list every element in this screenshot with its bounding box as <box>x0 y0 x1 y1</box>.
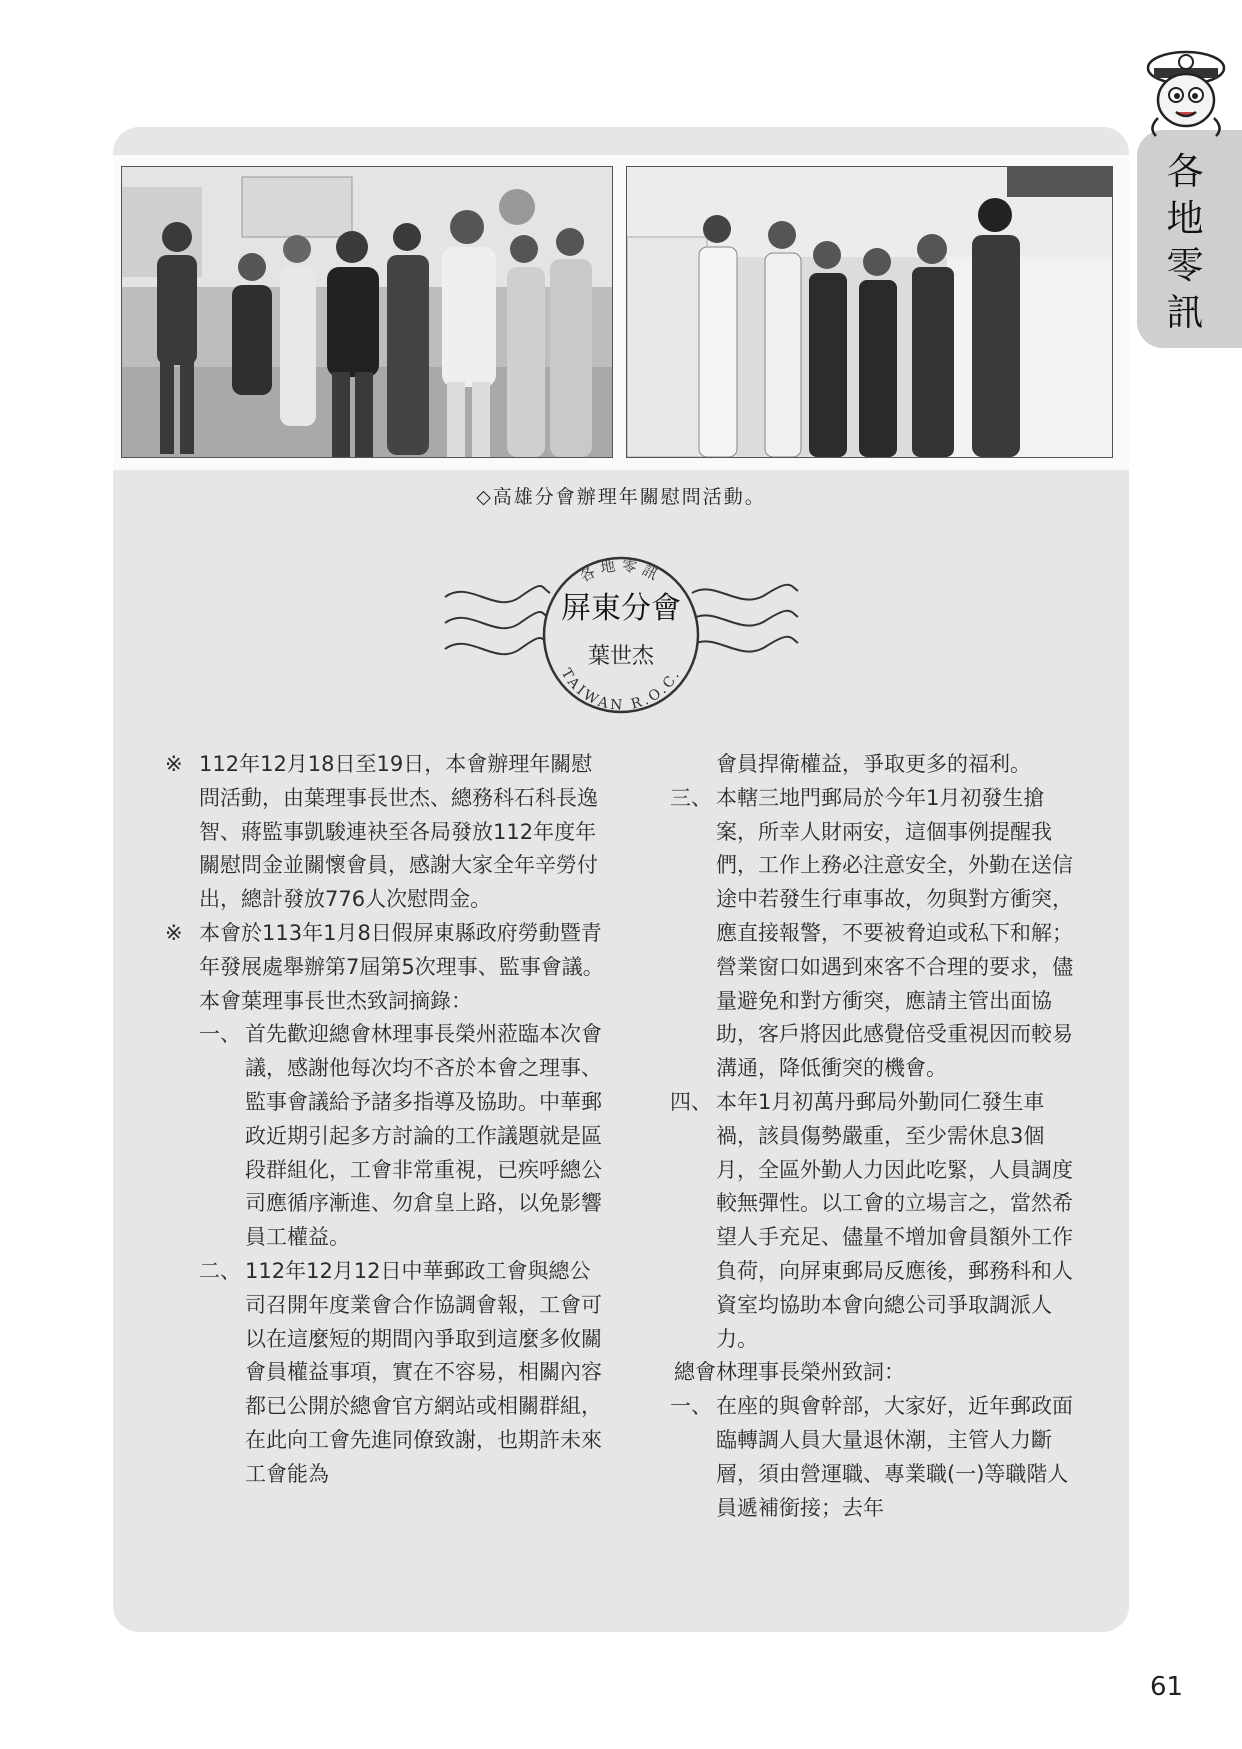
reference-mark: ※ <box>165 920 183 945</box>
speech-point-2 <box>165 1255 610 1492</box>
speech-intro: 本會葉理事長世杰致詞摘錄： <box>199 988 472 1013</box>
postmark-stamp <box>440 545 802 720</box>
section-tab-title: 各地零訊 <box>1166 150 1204 334</box>
point-marker: 一、 <box>670 1394 712 1419</box>
speech-point-5-text: 在座的與會幹部，大家好，近年郵政面臨轉調人員大量退休潮，主管人力斷層，須由營運職、專業職(一)等職階人員遞補銜接；去年 <box>716 1394 1073 1520</box>
point-marker: 三、 <box>670 785 712 810</box>
point-marker: 一、 <box>199 1022 241 1047</box>
speech-point-5 <box>670 1390 1073 1525</box>
speech-point-2-text: 112年12月12日中華郵政工會與總公司召開年度業會合作協調會報，工會可以在這麼短的期間內爭取到這麼多攸關會員權益事項，實在不容易，相關內容都已公開於總會官方網站或相關群組，在此向工會先進同僚致謝，也期許未來工會能為 <box>245 1258 602 1486</box>
stamp-top-arc: 各地零訊 <box>576 556 666 586</box>
speech-point-1-text: 首先歡迎總會林理事長榮州蒞臨本次會議，感謝他每次均不吝於本會之理事、監事會議給予諸多指導及協助。中華郵政近期引起多方討論的工作議題就是區段群組化，工會非常重視，已疾呼總公司應循序漸進、勿倉皇上路，以免影響員工權益。 <box>245 1022 602 1250</box>
page-number: 61 <box>1150 1672 1184 1702</box>
article-right-column <box>670 748 1073 1525</box>
speech-point-3-text: 本轄三地門郵局於今年1月初發生搶案，所幸人財兩安，這個事例提醒我們，工作上務必注意安全，外勤在送信途中若發生行車事故，勿與對方衝突，應直接報警，不要被脅迫或私下和解；營業窗口如遇到來客不合理的要求，儘量避免和對方衝突，應請主管出面協助，客戶將因此感覺倍受重視因而較易溝通，降低衝突的機會。 <box>716 785 1073 1081</box>
speech-point-4-text: 本年1月初萬丹郵局外勤同仁發生車禍，該員傷勢嚴重，至少需休息3個月，全區外勤人力因此吃緊，人員調度較無彈性。以工會的立場言之，當然希望人手充足、儘量不增加會員額外工作負荷，向屏東郵局反應後，郵務科和人資室均協助本會向總公司爭取調派人力。 <box>716 1089 1073 1351</box>
article-left-column <box>165 748 610 1492</box>
point-marker: 四、 <box>670 1089 712 1114</box>
note-item-1-text: 112年12月18日至19日，本會辦理年關慰問活動，由葉理事長世杰、總務科石科長逸智、蔣監事凱駿連袂至各局發放112年度年關慰問金並關懷會員，感謝大家全年辛勞付出，總計發放776人次慰問金。 <box>199 752 598 912</box>
reference-mark: ※ <box>165 752 183 776</box>
speech-point-4 <box>670 1086 1073 1356</box>
speech-point-1 <box>165 1018 610 1255</box>
note-item-2-text: 本會於113年1月8日假屏東縣政府勞動暨青年發展處舉辦第7屆第5次理事、監事會議。 <box>199 920 604 979</box>
note-item-1 <box>165 748 610 917</box>
point-marker: 二、 <box>199 1258 241 1283</box>
speech-intro-2: 總會林理事長榮州致詞： <box>674 1360 905 1385</box>
note-item-2 <box>165 917 610 985</box>
stamp-bottom-arc: TAIWAN R.O.C. <box>557 665 685 714</box>
photo-caption: ◇高雄分會辦理年關慰問活動。 <box>476 486 766 508</box>
mascot-illustration <box>1136 40 1236 140</box>
group-photo-left <box>121 166 613 458</box>
stamp-author: 葉世杰 <box>587 644 655 669</box>
group-photo-right <box>626 166 1113 458</box>
speech-point-3 <box>670 782 1073 1086</box>
continued-text: 會員捍衛權益，爭取更多的福利。 <box>716 752 1031 776</box>
stamp-branch-name: 屏東分會 <box>561 591 681 626</box>
